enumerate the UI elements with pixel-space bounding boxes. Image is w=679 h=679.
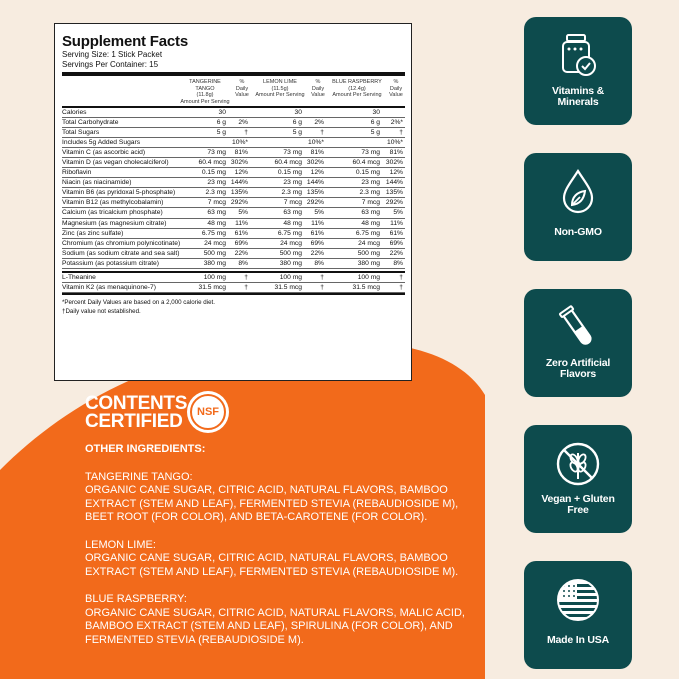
daily-value-cell: 292%: [385, 199, 403, 207]
amount-cell: 23 mg: [361, 179, 380, 187]
footnotes: [62, 298, 405, 317]
vitamin-bottle-check-icon: [553, 31, 603, 81]
daily-value-cell: 81%: [234, 149, 248, 157]
amount-cell: 7 mcg: [207, 199, 226, 207]
nutrient-label: Calcium (as tricalcium phosphate): [62, 209, 163, 217]
col-2-amount-label: Amount Per Serving: [255, 92, 305, 98]
facts-row: [62, 273, 405, 283]
amount-cell: 2.3 mg: [359, 189, 380, 197]
amount-cell: 380 mg: [357, 259, 380, 267]
amount-cell: 30: [294, 109, 302, 116]
daily-value-cell: 2%: [238, 119, 248, 127]
facts-row: [62, 148, 405, 158]
col-2-flavor: LEMON LIME: [263, 79, 297, 85]
nutrient-label: Chromium (as chromium polynicotinate): [62, 239, 181, 247]
daily-value-cell: 12%: [310, 169, 324, 177]
nutrient-label: Vitamin B12 (as methylcobalamin): [62, 199, 164, 207]
badge-vitamins-minerals: [524, 17, 632, 125]
badge-label: Made In USA: [547, 634, 609, 646]
nutrient-label: L-Theanine: [62, 273, 96, 281]
amount-cell: 63 mg: [283, 209, 302, 217]
daily-value-cell: 144%: [385, 179, 403, 187]
test-tube-icon: [553, 303, 603, 353]
daily-value-cell: 135%: [385, 189, 403, 197]
ingredients-heading: OTHER INGREDIENTS:: [85, 443, 206, 455]
daily-value-cell: †: [399, 129, 403, 137]
amount-cell: 63 mg: [207, 209, 226, 217]
ingredient-text: ORGANIC CANE SUGAR, CITRIC ACID, NATURAL FLAVORS, BAMBOO EXTRACT (STEM AND LEAF), FERMENTED STEVIA (REBAUDIOSIDE M), BEET ROOT (FOR COLOR), AND BETA-CAROTENE (FOR COLOR).: [85, 484, 459, 523]
daily-value-cell: †: [320, 129, 324, 137]
amount-cell: 30: [372, 109, 380, 116]
facts-row: [62, 128, 405, 138]
daily-value-cell: 69%: [389, 239, 403, 247]
nutrient-label: Potassium (as potassium citrate): [62, 259, 160, 267]
no-wheat-icon: [553, 439, 603, 489]
amount-cell: 380 mg: [203, 259, 226, 267]
amount-cell: 60.4 mcg: [352, 159, 380, 167]
facts-row: [62, 198, 405, 208]
daily-value-cell: 292%: [230, 199, 248, 207]
amount-cell: 6.75 mg: [201, 229, 226, 237]
daily-value-cell: 135%: [230, 189, 248, 197]
amount-cell: 5 g: [216, 129, 226, 137]
amount-cell: 63 mg: [361, 209, 380, 217]
amount-cell: 5 g: [292, 129, 302, 137]
nutrient-label: Calories: [62, 109, 87, 116]
nutrient-label: Vitamin C (as ascorbic acid): [62, 149, 146, 157]
amount-cell: 73 mg: [283, 149, 302, 157]
nsf-logo: [187, 391, 229, 433]
daily-value-cell: †: [244, 273, 248, 281]
badge-non-gmo: [524, 153, 632, 261]
nutrient-label: Vitamin B6 (as pyridoxal 5-phosphate): [62, 189, 176, 197]
daily-value-cell: 8%: [314, 259, 324, 267]
col-2-head: [254, 79, 306, 99]
daily-value-cell: 69%: [234, 239, 248, 247]
amount-cell: 500 mg: [203, 249, 226, 257]
amount-cell: 100 mg: [279, 273, 302, 281]
amount-cell: 2.3 mg: [205, 189, 226, 197]
facts-title: Supplement Facts: [62, 33, 188, 50]
col-3-weight: (12.4g): [348, 85, 366, 92]
amount-cell: 100 mg: [357, 273, 380, 281]
footnote-dv: *Percent Daily Values are based on a 2,000 calorie diet.: [62, 298, 215, 306]
amount-cell: 24 mcg: [204, 239, 226, 247]
amount-cell: 100 mg: [203, 273, 226, 281]
col-2-dv-head: % Daily Value: [311, 79, 325, 98]
col-3-dv-head: % Daily Value: [389, 79, 403, 98]
daily-value-cell: 5%: [238, 209, 248, 217]
serving-size: Serving Size: 1 Stick Packet: [62, 50, 163, 59]
col-3-flavor: BLUE RASPBERRY: [332, 79, 382, 85]
daily-value-cell: 10%*: [232, 139, 248, 147]
col-1-dv-head: % Daily Value: [235, 79, 249, 98]
facts-row: [62, 249, 405, 259]
amount-cell: 73 mg: [361, 149, 380, 157]
supplement-facts-panel: [54, 23, 412, 381]
facts-row: [62, 158, 405, 168]
amount-cell: 6.75 mg: [355, 229, 380, 237]
amount-cell: 31.5 mcg: [274, 283, 302, 291]
amount-cell: 6.75 mg: [277, 229, 302, 237]
facts-row: [62, 283, 405, 293]
daily-value-cell: †: [320, 283, 324, 291]
daily-value-cell: †: [320, 273, 324, 281]
facts-row: [62, 208, 405, 218]
daily-value-cell: 144%: [306, 179, 324, 187]
ingredient-name: LEMON LIME:: [85, 538, 156, 551]
amount-cell: 7 mcg: [283, 199, 302, 207]
amount-cell: 6 g: [216, 119, 226, 127]
col-1-amount-label: Amount Per Serving: [180, 98, 230, 105]
contents-line-1: CONTENTS: [85, 393, 188, 414]
nutrient-label: Vitamin D (as vegan cholecalciferol): [62, 159, 169, 167]
daily-value-cell: 61%: [234, 229, 248, 237]
amount-cell: 31.5 mcg: [352, 283, 380, 291]
amount-cell: 48 mg: [361, 219, 380, 227]
badge-vegan-gluten-free: [524, 425, 632, 533]
daily-value-cell: 8%: [393, 259, 403, 267]
col-1-weight: (11.8g): [196, 92, 214, 98]
badge-label: Vegan + Gluten Free: [541, 493, 615, 516]
col-3-head: [330, 79, 384, 99]
nutrient-label: Magnesium (as magnesium citrate): [62, 219, 167, 227]
daily-value-cell: 81%: [389, 149, 403, 157]
facts-row: [62, 188, 405, 198]
amount-cell: 48 mg: [283, 219, 302, 227]
contents-line-2: CERTIFIED: [85, 411, 183, 432]
facts-row: [62, 178, 405, 188]
ingredient-text: ORGANIC CANE SUGAR, CITRIC ACID, NATURAL FLAVORS, BAMBOO EXTRACT (STEM AND LEAF), FERMENTED STEVIA (REBAUDIOSIDE M).: [85, 552, 459, 578]
col-2-weight: (11.5g): [271, 85, 289, 92]
nutrient-label: Sodium (as sodium citrate and sea salt): [62, 249, 180, 257]
nutrient-rows: [62, 108, 405, 269]
amount-cell: 30: [218, 109, 226, 116]
nutrient-label: Riboflavin: [62, 169, 92, 177]
daily-value-cell: 302%: [230, 159, 248, 167]
nutrient-label: Niacin (as niacinamide): [62, 179, 132, 187]
badge-zero-artificial: [524, 289, 632, 397]
daily-value-cell: 8%: [238, 259, 248, 267]
facts-row: [62, 118, 405, 128]
daily-value-cell: 292%: [306, 199, 324, 207]
daily-value-cell: 69%: [310, 239, 324, 247]
ingredient-name: BLUE RASPBERRY:: [85, 593, 187, 605]
footnote-dagger: †Daily value not established.: [62, 308, 141, 316]
amount-cell: 6 g: [292, 119, 302, 127]
facts-row: [62, 229, 405, 239]
daily-value-cell: †: [244, 129, 248, 137]
daily-value-cell: 12%: [389, 169, 403, 177]
amount-cell: 380 mg: [279, 259, 302, 267]
col-1-flavor: TANGERINE TANGO: [189, 79, 221, 92]
amount-cell: 24 mcg: [358, 239, 380, 247]
ingredients-tangerine: [85, 471, 465, 525]
facts-row: [62, 259, 405, 269]
daily-value-cell: 12%: [234, 169, 248, 177]
col-3-amount-label: Amount Per Serving: [332, 92, 382, 98]
amount-cell: 23 mg: [207, 179, 226, 187]
badge-label: Vitamins & Minerals: [551, 85, 605, 108]
daily-value-cell: 11%: [390, 219, 403, 227]
other-ingredients: [85, 443, 465, 661]
amount-cell: 0.15 mg: [201, 169, 226, 177]
daily-value-cell: 81%: [310, 149, 324, 157]
daily-value-cell: 22%: [310, 249, 324, 257]
daily-value-cell: 5%: [393, 209, 403, 217]
column-headers: [62, 76, 405, 106]
other-rows: [62, 273, 405, 293]
contents-certified-heading: [85, 395, 187, 431]
nutrient-label: Total Carbohydrate: [62, 119, 119, 127]
amount-cell: 6 g: [370, 119, 380, 127]
daily-value-cell: †: [244, 283, 248, 291]
facts-row: [62, 239, 405, 249]
leaf-drop-icon: [553, 167, 603, 217]
daily-value-cell: 302%: [385, 159, 403, 167]
nutrient-label: Zinc (as zinc sulfate): [62, 229, 124, 237]
facts-row: [62, 108, 405, 118]
amount-cell: 60.4 mcg: [198, 159, 226, 167]
daily-value-cell: 10%*: [387, 139, 403, 147]
daily-value-cell: †: [399, 283, 403, 291]
amount-cell: 2.3 mg: [281, 189, 302, 197]
amount-cell: 5 g: [370, 129, 380, 137]
amount-cell: 500 mg: [279, 249, 302, 257]
amount-cell: 500 mg: [357, 249, 380, 257]
servings-per-container: Servings Per Container: 15: [62, 60, 159, 69]
nutrient-label: Total Sugars: [62, 129, 100, 137]
divider-bottom: [62, 293, 405, 295]
daily-value-cell: 22%: [234, 249, 248, 257]
daily-value-cell: 135%: [306, 189, 324, 197]
daily-value-cell: 5%: [314, 209, 324, 217]
daily-value-cell: 61%: [310, 229, 324, 237]
col-1-head: [180, 79, 230, 105]
nutrient-label: Vitamin K2 (as menaquinone-7): [62, 283, 156, 291]
ingredient-text: ORGANIC CANE SUGAR, CITRIC ACID, NATURAL FLAVORS, MALIC ACID, BAMBOO EXTRACT (STEM AND LEAF), SPIRULINA (FOR COLOR), AND FERMENTED STEVIA (REBAUDIOSIDE M).: [85, 606, 465, 646]
daily-value-cell: 144%: [230, 179, 248, 187]
ingredients-lemon-lime: [85, 539, 465, 580]
facts-row: [62, 219, 405, 229]
nutrient-label: Includes 5g Added Sugars: [62, 139, 141, 147]
daily-value-cell: 11%: [311, 219, 324, 227]
amount-cell: 31.5 mcg: [198, 283, 226, 291]
amount-cell: 0.15 mg: [277, 169, 302, 177]
badge-label: Non-GMO: [554, 226, 602, 238]
daily-value-cell: 22%: [389, 249, 403, 257]
us-flag-globe-icon: [553, 575, 603, 625]
amount-cell: 24 mcg: [280, 239, 302, 247]
ingredients-blue-raspberry: [85, 593, 465, 647]
nsf-logo-inner: NSF: [190, 394, 226, 430]
amount-cell: 60.4 mcg: [274, 159, 302, 167]
amount-cell: 0.15 mg: [355, 169, 380, 177]
daily-value-cell: 2%: [314, 119, 324, 127]
amount-cell: 23 mg: [283, 179, 302, 187]
amount-cell: 48 mg: [207, 219, 226, 227]
daily-value-cell: 2%*: [390, 119, 403, 127]
daily-value-cell: †: [399, 273, 403, 281]
ingredient-name: TANGERINE TANGO:: [85, 470, 193, 483]
amount-cell: 73 mg: [207, 149, 226, 157]
daily-value-cell: 10%*: [308, 139, 324, 147]
daily-value-cell: 61%: [389, 229, 403, 237]
daily-value-cell: 302%: [306, 159, 324, 167]
facts-row: [62, 168, 405, 178]
amount-cell: 7 mcg: [361, 199, 380, 207]
badge-label: Zero Artificial Flavors: [545, 357, 611, 380]
facts-row: [62, 138, 405, 148]
badge-made-in-usa: [524, 561, 632, 669]
daily-value-cell: 11%: [235, 219, 248, 227]
